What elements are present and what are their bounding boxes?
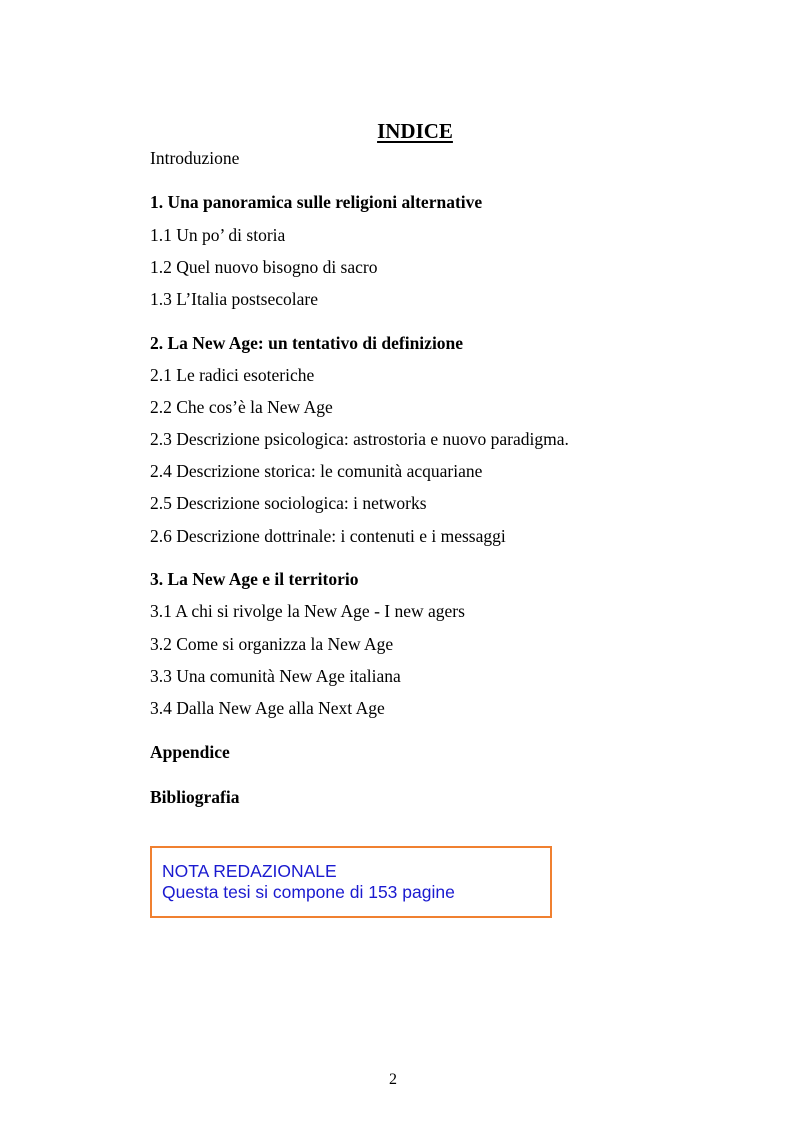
page-title: INDICE [377, 119, 453, 143]
toc-appendix: Appendice [150, 742, 230, 762]
toc-bibliography: Bibliografia [150, 787, 240, 807]
toc-section-3-2: 3.2 Come si organizza la New Age [150, 634, 394, 654]
toc-section-1-2: 1.2 Quel nuovo bisogno di sacro [150, 257, 378, 277]
toc-chapter-1: 1. Una panoramica sulle religioni alternative [150, 192, 483, 212]
toc-section-2-2: 2.2 Che cos’è la New Age [150, 397, 333, 417]
toc-section-2-6: 2.6 Descrizione dottrinale: i contenuti e i messaggi [150, 526, 506, 546]
editorial-note-box [150, 846, 552, 918]
toc-section-3-1: 3.1 A chi si rivolge la New Age - I new agers [150, 601, 465, 621]
toc-section-2-3: 2.3 Descrizione psicologica: astrostoria e nuovo paradigma. [150, 429, 569, 449]
toc-section-3-3: 3.3 Una comunità New Age italiana [150, 666, 401, 686]
toc-section-2-5: 2.5 Descrizione sociologica: i networks [150, 493, 427, 513]
editorial-note-heading: NOTA REDAZIONALE [162, 861, 337, 881]
toc-chapter-3: 3. La New Age e il territorio [150, 569, 359, 589]
toc-introduction: Introduzione [150, 148, 240, 168]
editorial-note-text: Questa tesi si compone di 153 pagine [162, 882, 455, 902]
toc-section-3-4: 3.4 Dalla New Age alla Next Age [150, 698, 385, 718]
toc-chapter-2: 2. La New Age: un tentativo di definizione [150, 333, 464, 353]
toc-section-2-1: 2.1 Le radici esoteriche [150, 365, 315, 385]
toc-section-1-3: 1.3 L’Italia postsecolare [150, 289, 318, 309]
page-number: 2 [389, 1071, 397, 1088]
toc-section-1-1: 1.1 Un po’ di storia [150, 225, 286, 245]
toc-section-2-4: 2.4 Descrizione storica: le comunità acquariane [150, 461, 483, 481]
